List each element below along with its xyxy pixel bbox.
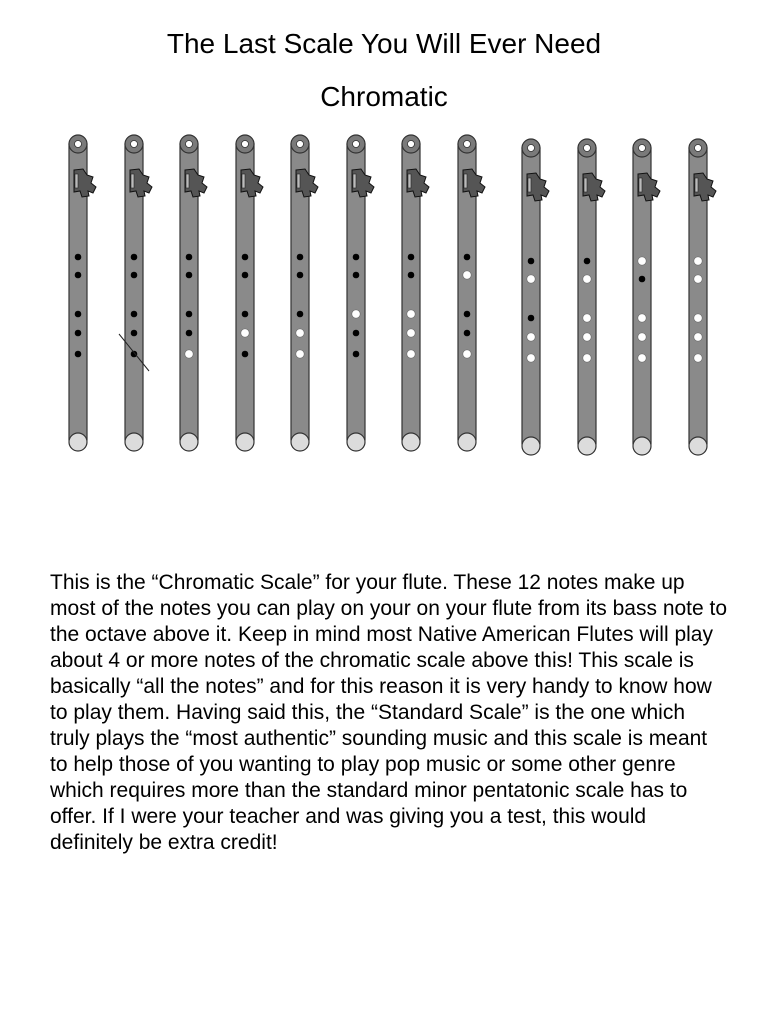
flute-end (291, 433, 309, 451)
mouthpiece-opening (528, 145, 535, 152)
flute-diagram (522, 139, 549, 455)
closed-hole (131, 311, 137, 317)
closed-hole (186, 254, 192, 260)
closed-hole (464, 330, 470, 336)
mouthpiece-opening (186, 141, 193, 148)
mouthpiece-opening (584, 145, 591, 152)
flute-diagram (291, 135, 318, 451)
closed-hole (408, 272, 414, 278)
totem-strap (131, 174, 134, 188)
closed-hole (131, 330, 137, 336)
flute-end (402, 433, 420, 451)
closed-hole (353, 330, 359, 336)
closed-hole (131, 272, 137, 278)
fingering-chart (0, 120, 768, 465)
flute-diagram (458, 135, 485, 451)
closed-hole (242, 311, 248, 317)
open-hole (296, 350, 304, 358)
totem-strap (639, 178, 642, 192)
flute-diagram (633, 139, 660, 455)
closed-hole (528, 258, 534, 264)
closed-hole (464, 311, 470, 317)
closed-hole (75, 272, 81, 278)
open-hole (694, 257, 702, 265)
closed-hole (297, 272, 303, 278)
open-hole (241, 329, 249, 337)
open-hole (638, 354, 646, 362)
open-hole (583, 275, 591, 283)
closed-hole (242, 272, 248, 278)
open-hole (463, 350, 471, 358)
body-paragraph: This is the “Chromatic Scale” for your flute. These 12 notes make up most of the notes you can play on your on your flute from its bass note to the octave above it. Keep in mind most Native American Flutes will play about 4 or more notes of the chromatic scale above this! This scale is basically “all the notes” and for this reason it is very handy to know how to play them. Having said this, the “Standard Scale” is the one which truly plays the “most authentic” sounding music and this scale is meant to help those of you wanting to play pop music or some other genre which requires more than the standard minor pentatonic scale has to offer. If I were your teacher and was giving you a test, this would definitely be extra credit! (50, 571, 728, 854)
flute-diagram (180, 135, 207, 451)
flute-diagram (402, 135, 429, 451)
flute-end (69, 433, 87, 451)
open-hole (694, 333, 702, 341)
closed-hole (584, 258, 590, 264)
closed-hole (242, 254, 248, 260)
totem-strap (695, 178, 698, 192)
closed-hole (75, 330, 81, 336)
closed-hole (75, 254, 81, 260)
page-title: The Last Scale You Will Ever Need (166, 28, 602, 59)
mouthpiece-opening (131, 141, 138, 148)
totem-strap (297, 174, 300, 188)
mouthpiece-opening (242, 141, 249, 148)
open-hole (463, 271, 471, 279)
open-hole (694, 354, 702, 362)
open-hole (527, 275, 535, 283)
mouthpiece-opening (639, 145, 646, 152)
closed-hole (639, 276, 645, 282)
flute-end (347, 433, 365, 451)
open-hole (694, 314, 702, 322)
closed-hole (75, 311, 81, 317)
open-hole (638, 314, 646, 322)
flute-end (633, 437, 651, 455)
flute-diagram (578, 139, 605, 455)
totem-strap (242, 174, 245, 188)
flute-end (458, 433, 476, 451)
closed-hole (464, 254, 470, 260)
closed-hole (186, 330, 192, 336)
closed-hole (528, 315, 534, 321)
mouthpiece-opening (464, 141, 471, 148)
mouthpiece-opening (297, 141, 304, 148)
open-hole (407, 310, 415, 318)
totem-strap (528, 178, 531, 192)
closed-hole (297, 254, 303, 260)
flute-end (236, 433, 254, 451)
closed-hole (353, 351, 359, 357)
open-hole (694, 275, 702, 283)
flute-end (522, 437, 540, 455)
totem-strap (408, 174, 411, 188)
open-hole (352, 310, 360, 318)
page-subtitle: Chromatic (320, 81, 448, 112)
closed-hole (242, 351, 248, 357)
flute-diagram (689, 139, 716, 455)
flute-end (125, 433, 143, 451)
mouthpiece-opening (408, 141, 415, 148)
mouthpiece-opening (695, 145, 702, 152)
closed-hole (353, 254, 359, 260)
open-hole (527, 333, 535, 341)
open-hole (527, 354, 535, 362)
open-hole (583, 354, 591, 362)
open-hole (185, 350, 193, 358)
flute-end (689, 437, 707, 455)
closed-hole (353, 272, 359, 278)
flute-diagram (347, 135, 374, 451)
closed-hole (408, 254, 414, 260)
closed-hole (75, 351, 81, 357)
mouthpiece-opening (75, 141, 82, 148)
closed-hole (297, 311, 303, 317)
open-hole (407, 350, 415, 358)
mouthpiece-opening (353, 141, 360, 148)
flute-end (180, 433, 198, 451)
flute-diagram (69, 135, 96, 451)
closed-hole (186, 272, 192, 278)
open-hole (583, 333, 591, 341)
open-hole (583, 314, 591, 322)
totem-strap (186, 174, 189, 188)
closed-hole (186, 311, 192, 317)
open-hole (638, 333, 646, 341)
totem-strap (464, 174, 467, 188)
totem-strap (353, 174, 356, 188)
totem-strap (584, 178, 587, 192)
closed-hole (131, 254, 137, 260)
flute-diagram (236, 135, 263, 451)
open-hole (407, 329, 415, 337)
totem-strap (75, 174, 78, 188)
open-hole (296, 329, 304, 337)
open-hole (638, 257, 646, 265)
flute-diagram (119, 135, 152, 451)
flute-end (578, 437, 596, 455)
